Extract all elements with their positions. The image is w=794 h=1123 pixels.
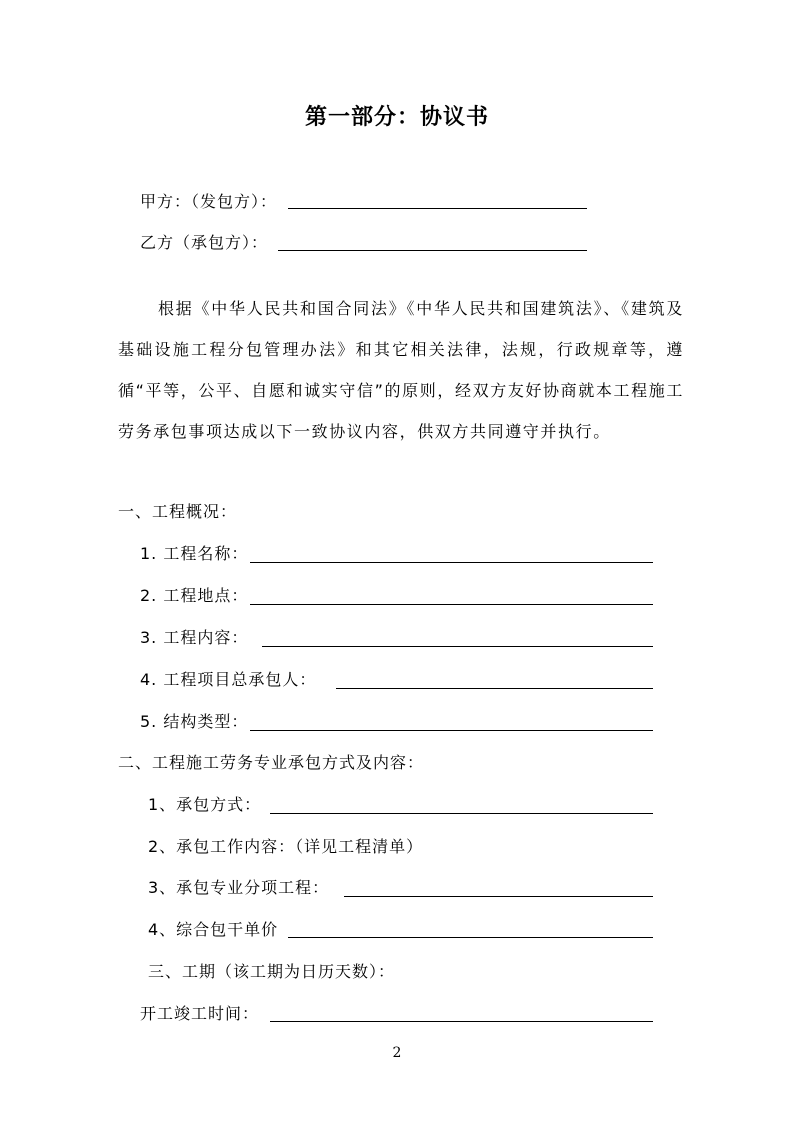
start-end-time-blank-line <box>270 1021 653 1022</box>
start-end-time-label: 开工竣工时间： <box>140 1004 260 1023</box>
project-content-label: 3. 工程内容： <box>140 628 249 647</box>
party-a-label: 甲方：（发包方）： <box>140 192 278 211</box>
party-b-label: 乙方（承包方）： <box>140 233 269 252</box>
section3-heading: 三、工期（该工期为日历天数）： <box>148 962 396 981</box>
general-contractor-label: 4. 工程项目总承包人： <box>140 670 317 689</box>
subitem-works-blank-line <box>344 896 653 897</box>
general-contractor-blank-line <box>336 688 653 689</box>
intro-paragraph: 根据《中华人民共和国合同法》《中华人民共和国建筑法》、《建筑及基础设施工程分包管理办法》和其它相关法律，法规，行政规章等，遵循“平等，公平、自愿和诚实守信”的原则，经双方友好协商就本工程施工劳务承包事项达成以下一致协议内容，供双方共同遵守并执行。 <box>118 299 684 441</box>
party-a-blank-line <box>288 208 587 209</box>
section1-heading: 一、工程概况： <box>118 502 238 521</box>
section2-heading: 二、工程施工劳务专业承包方式及内容： <box>118 753 425 772</box>
document-title: 第一部分：协议书 <box>304 104 489 130</box>
contract-method-blank-line <box>270 813 653 814</box>
project-name-blank-line <box>250 562 653 563</box>
party-b-blank-line <box>278 250 587 251</box>
work-content-label: 2、承包工作内容：（详见工程清单） <box>148 837 424 856</box>
structure-type-blank-line <box>250 730 653 731</box>
subitem-works-label: 3、承包专业分项工程： <box>148 878 330 897</box>
page-number: 2 <box>392 1045 402 1061</box>
unit-price-label: 4、综合包干单价 <box>148 920 279 939</box>
contract-method-label: 1、承包方式： <box>148 795 262 814</box>
project-location-label: 2. 工程地点： <box>140 586 249 605</box>
unit-price-blank-line <box>288 937 653 938</box>
project-name-label: 1. 工程名称： <box>140 544 249 563</box>
project-content-blank-line <box>262 646 653 647</box>
project-location-blank-line <box>250 604 653 605</box>
structure-type-label: 5. 结构类型： <box>140 712 249 731</box>
